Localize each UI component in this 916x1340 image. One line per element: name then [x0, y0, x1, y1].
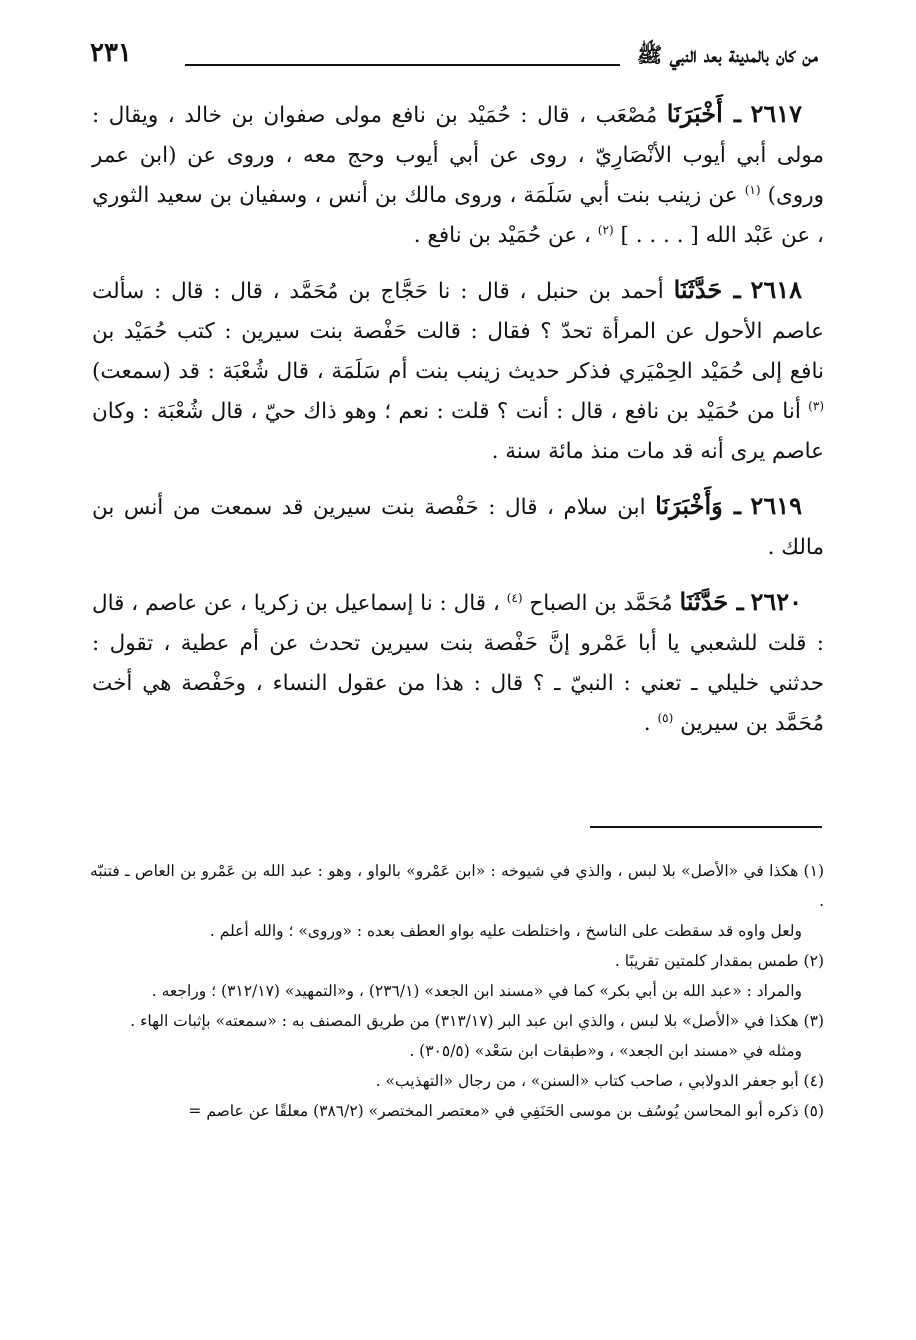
entry-text: ، عن حُمَيْد بن نافع . [413, 223, 591, 248]
entry-text: . [643, 711, 651, 736]
header-rule [185, 64, 620, 66]
entry-keyword: وَأَخْبَرَنَا [655, 491, 723, 520]
entry-keyword: أَخْبَرَنَا [666, 99, 723, 128]
footnote-1-note: ولعل واوه قد سقطت على الناسخ ، واختلطت عليه بواو العطف بعده : «وروى» ؛ والله أعلم . [209, 922, 802, 940]
entry-2618: ٢٦١٨ ـ حَدَّثَنَا أحمد بن حنبل ، قال : نا حَجَّاج بن مُحَمَّد ، قال : قال : سألت عاصم الأحول عن المرأة تحدّ ؟ فقال : قالت حَفْصة بنت سيرين : كتب حُمَيْد بن نافع إلى حُمَيْد الحِمْيَري فذكر حديث زينب بنت أم سَلَمَة ، قال شُعْبَة : قد (سمعت) $^{(٣)}$ أنا من حُمَيْد بن نافع ، قال : أنت ؟ قلت : نعم ؛ وهو ذاك حيّ ، قال شُعْبَة : وكان عاصم يرى أنه قد مات منذ مائة سنة . [92, 275, 824, 464]
footnote-marker[interactable]: (٤) [506, 590, 523, 605]
footnote-5: (٥) ذكره أبو المحاسن يُوسُف بن موسى الحَنَفِي في «معتصر المختصر» (٣٨٦/٢) معلقًا عن عاصم = [188, 1102, 824, 1120]
entry-keyword: حَدَّثَنَا [673, 275, 723, 304]
entry-text: مُصْعَب ، قال : حُمَيْد بن نافع مولى صفوان بن خالد ، ويقال : مولى أبي أيوب الأنْصَارِيّ ، روى عن أبي أيوب وحج معه ، وروى عن (ابن عمر وروى) [92, 103, 825, 208]
footnote-3-note: ومثله في «مسند ابن الجعد» ، و«طبقات ابن سَعْد» (٣٠٥/٥) . [409, 1042, 802, 1060]
entry-text: عن زينب بنت أبي سَلَمَة ، وروى مالك بن أنس ، وسفيان بن سعيد الثوري ، عن عَبْد الله [ . . . . ] [92, 183, 824, 248]
footnote-separator [590, 826, 822, 828]
entry-2617: ٢٦١٧ ـ أَخْبَرَنَا مُصْعَب ، قال : حُمَيْد بن نافع مولى صفوان بن خالد ، ويقال : مولى أبي أيوب الأنْصَارِيّ ، روى عن أبي أيوب وحج معه ، وروى عن (ابن عمر وروى) $^{(١)}$ عن زينب بنت أبي سَلَمَة ، وروى مالك بن أنس ، وسفيان بن سعيد الثوري ، عن عَبْد الله [ . . . . ] $^{(٢)}$ ، عن حُمَيْد بن نافع . [92, 99, 825, 248]
footnote-2: (٢) طمس بمقدار كلمتين تقريبًا . [614, 952, 824, 970]
page-number: ٢٣١ [90, 38, 132, 68]
entry-text: مُحَمَّد بن الصباح [529, 591, 673, 616]
footnote-marker[interactable]: (٣) [808, 398, 824, 413]
entry-2620: ٢٦٢٠ ـ حَدَّثَنَا مُحَمَّد بن الصباح $^{(٤)}$ ، قال : نا إسماعيل بن زكريا ، عن عاصم ، قال : قلت للشعبي يا أبا عَمْرو إنَّ حَفْصة بنت سيرين تحدث عن أم عطية ، تقول : حدثني خليلي ـ تعني : النبيّ ـ ؟ قال : هذا من عقول النساء ، وحَفْصة هي أخت مُحَمَّد بن سيرين $^{(٥)}$ . [92, 587, 824, 736]
entry-text: أنا من حُمَيْد بن نافع ، قال : أنت ؟ قلت : نعم ؛ وهو ذاك حيّ ، قال شُعْبَة : وكان عاصم يرى أنه قد مات منذ مائة سنة . [92, 399, 824, 464]
footnote-marker[interactable]: (٢) [597, 222, 614, 237]
footnote-3: (٣) هكذا في «الأصل» بلا لبس ، والذي ابن عبد البر (٣١٣/١٧) من طريق المصنف به : «سمعته» بإثبات الهاء . [130, 1012, 824, 1030]
footnote-2-note: والمراد : «عبد الله بن أبي بكر» كما في «مسند ابن الجعد» (٢٣٦/١) ، و«التمهيد» (٣١٢/١٧) ؛ وراجعه . [151, 982, 802, 1000]
footnote-marker[interactable]: (٥) [657, 710, 674, 725]
entry-number: ٢٦١٨ [750, 275, 803, 304]
entry-text: أحمد بن حنبل ، قال : نا حَجَّاج بن مُحَمَّد ، قال : قال : سألت عاصم الأحول عن المرأة تحدّ ؟ فقال : قالت حَفْصة بنت سيرين : كتب حُمَيْد بن نافع إلى حُمَيْد الحِمْيَري فذكر حديث زينب بنت أم سَلَمَة ، قال شُعْبَة : قد (سمعت) [92, 279, 824, 384]
footnote-4: (٤) أبو جعفر الدولابي ، صاحب كتاب «السنن» ، من رجال «التهذيب» . [375, 1072, 824, 1090]
entry-2619: ٢٦١٩ ـ وَأَخْبَرَنَا ابن سلام ، قال : حَفْصة بنت سيرين قد سمعت من أنس بن مالك . [92, 491, 824, 560]
entry-number: ٢٦١٩ [750, 491, 802, 520]
footnotes [90, 856, 824, 1126]
running-header-title: من كان بالمدينة بعد النبي ﷺ [636, 42, 818, 67]
entry-number: ٢٦٢٠ [750, 587, 803, 616]
entry-number: ٢٦١٧ [750, 99, 803, 128]
entry-keyword: حَدَّثَنَا [679, 587, 729, 616]
footnote-1: (١) هكذا في «الأصل» بلا لبس ، والذي في شيوخه : «ابن عَمْرو» بالواو ، وهو : عبد الله بن عَمْرو بن العاص ـ فتنبّه . [90, 862, 824, 910]
main-text [92, 94, 824, 758]
entry-text: ابن سلام ، قال : حَفْصة بنت سيرين قد سمعت من أنس بن مالك . [92, 495, 824, 560]
entry-text: ، قال : نا إسماعيل بن زكريا ، عن عاصم ، قال : قلت للشعبي يا أبا عَمْرو إنَّ حَفْصة بنت سيرين تحدث عن أم عطية ، تقول : حدثني خليلي ـ تعني : النبيّ ـ ؟ قال : هذا من عقول النساء ، وحَفْصة هي أخت مُحَمَّد بن سيرين [92, 591, 824, 736]
footnote-marker[interactable]: (١) [744, 182, 761, 197]
